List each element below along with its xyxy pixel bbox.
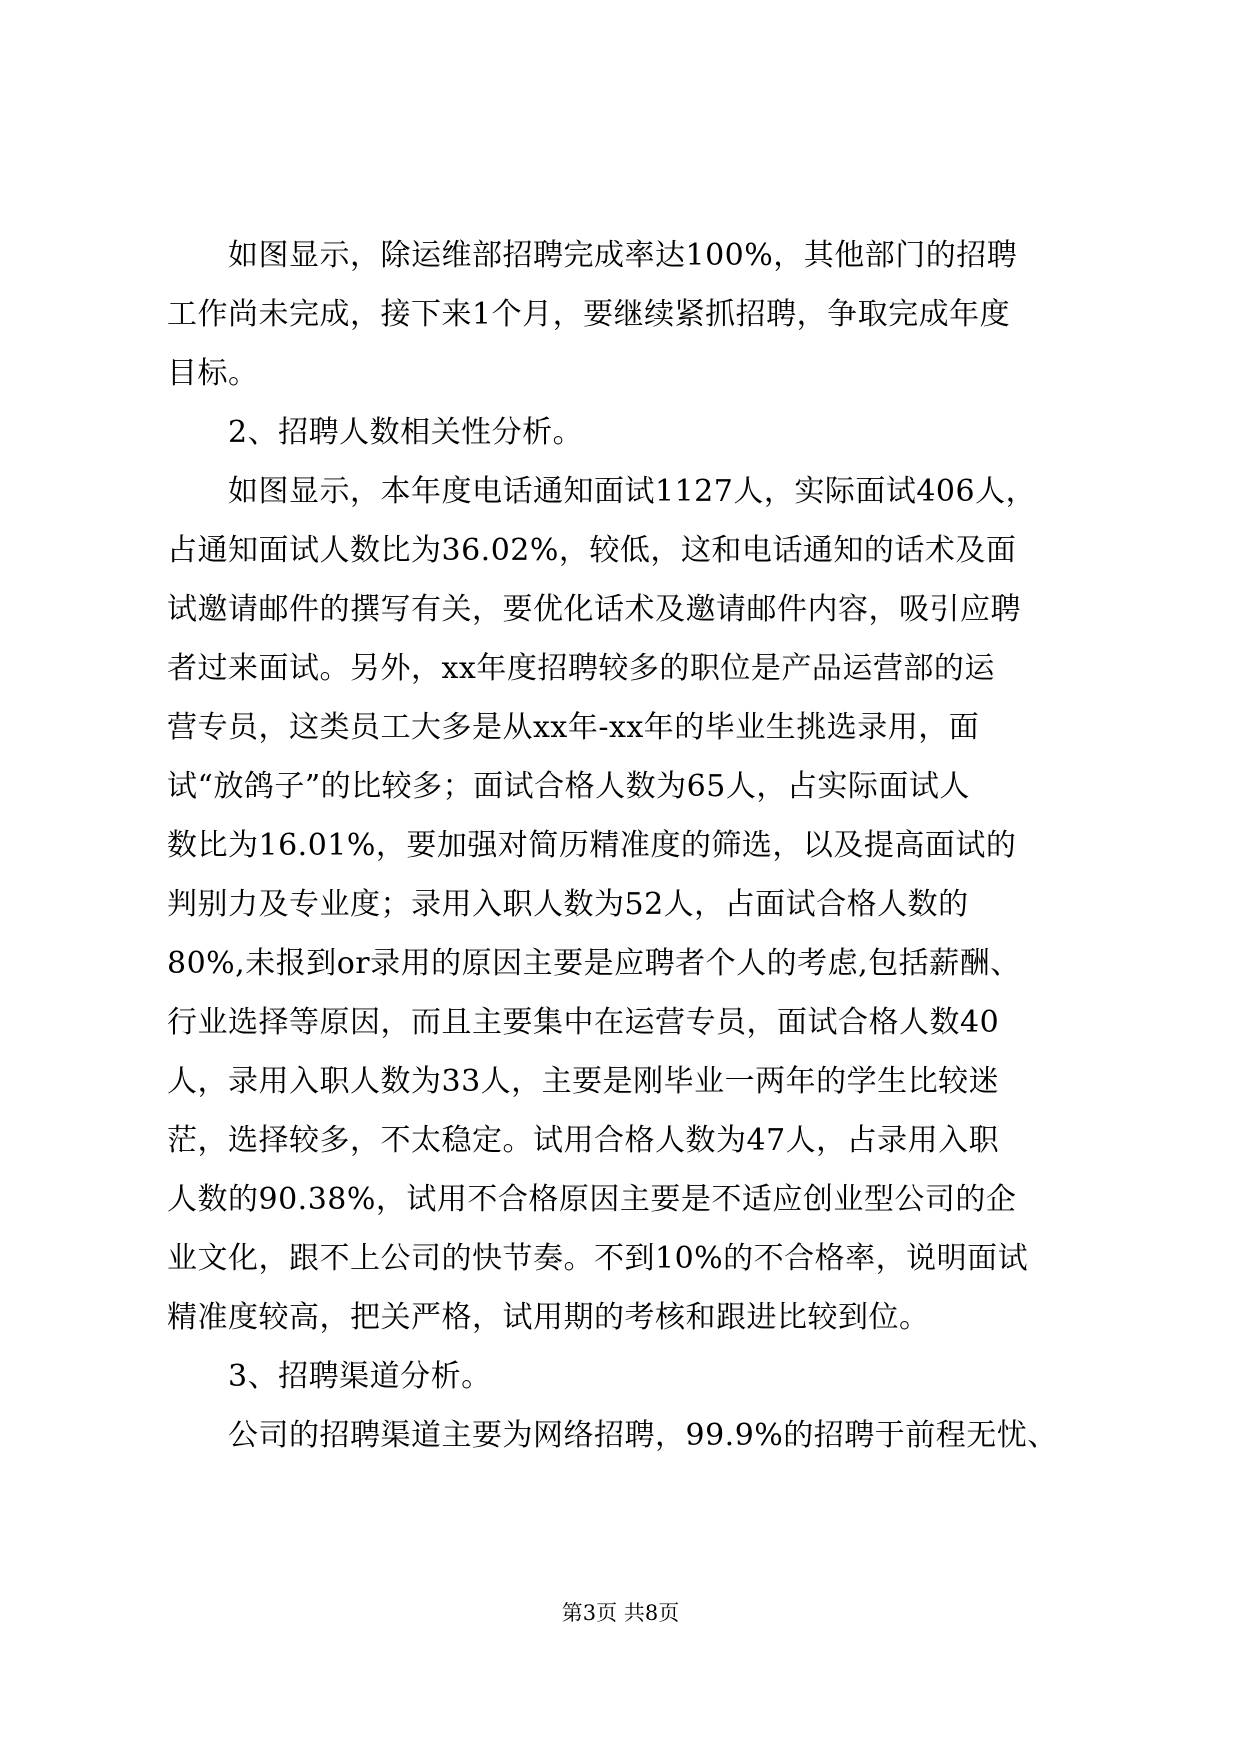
text-line: 试“放鸽子”的比较多；面试合格人数为65人，占实际面试人: [167, 769, 970, 804]
text-line: 目标。: [167, 356, 259, 391]
text-line: 数比为16.01%，要加强对简历精准度的筛选，以及提高面试的: [167, 828, 1017, 863]
text-line: 如图显示，本年度电话通知面试1127人，实际面试406人，: [167, 474, 1037, 509]
document-body: [167, 226, 1087, 1465]
text-line: 茫，选择较多，不太稳定。试用合格人数为47人，占录用入职: [167, 1123, 1000, 1158]
text-line: 如图显示，除运维部招聘完成率达100%，其他部门的招聘: [167, 238, 1018, 273]
text-line: 精准度较高，把关严格，试用期的考核和跟进比较到位。: [167, 1300, 930, 1335]
text-line: 80%,未报到or录用的原因主要是应聘者个人的考虑,包括薪酬、: [167, 946, 1021, 981]
text-line: 人，录用入职人数为33人，主要是刚毕业一两年的学生比较迷: [167, 1064, 1000, 1099]
text-line: 试邀请邮件的撰写有关，要优化话术及邀请邮件内容，吸引应聘: [167, 592, 1021, 627]
section-heading: 3、招聘渠道分析。: [167, 1359, 492, 1394]
text-line: 人数的90.38%，试用不合格原因主要是不适应创业型公司的企: [167, 1182, 1017, 1217]
text-line: 行业选择等原因，而且主要集中在运营专员，面试合格人数40: [167, 1005, 1000, 1040]
text-line: 工作尚未完成，接下来1个月，要继续紧抓招聘，争取完成年度: [167, 297, 1011, 332]
page-number-footer: 第3页 共8页: [561, 1601, 680, 1625]
text-line: 公司的招聘渠道主要为网络招聘，99.9%的招聘于前程无忧、: [167, 1418, 1058, 1453]
section-heading: 2、招聘人数相关性分析。: [167, 415, 584, 450]
text-line: 业文化，跟不上公司的快节奏。不到10%的不合格率，说明面试: [167, 1241, 1029, 1276]
text-line: 者过来面试。另外，xx年度招聘较多的职位是产品运营部的运: [167, 651, 995, 686]
text-line: 判别力及专业度；录用入职人数为52人，占面试合格人数的: [167, 887, 969, 922]
text-line: 营专员，这类员工大多是从xx年-xx年的毕业生挑选录用，面: [167, 710, 980, 745]
text-line: 占通知面试人数比为36.02%，较低，这和电话通知的话术及面: [167, 533, 1017, 568]
